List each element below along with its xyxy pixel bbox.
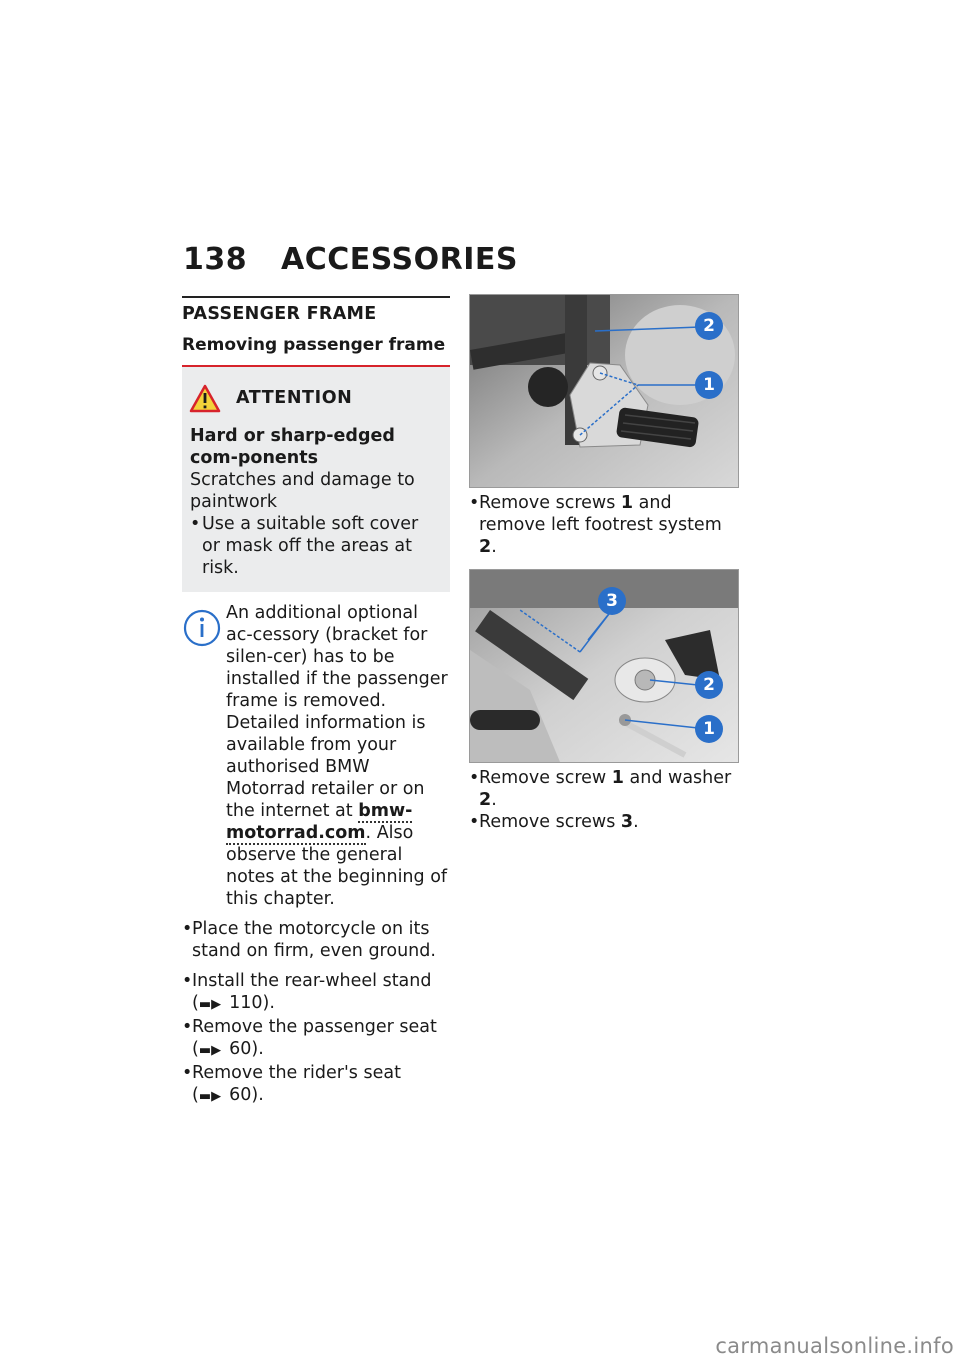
silencer-figure — [469, 569, 739, 763]
callout-2: 2 — [695, 671, 723, 699]
reference-arrow-icon: ▬▶ — [198, 1089, 222, 1104]
page-number: 138 — [183, 242, 248, 277]
info-text-a: An additional optional ac-cessory (bracket for silen-cer) has to be installed if the passenger frame is removed. Detailed information is available from your authorised BMW Motorrad retailer or on the internet at — [226, 603, 448, 821]
step-text: Install the rear-wheel stand — [192, 971, 432, 991]
section-title: PASSENGER FRAME — [182, 304, 377, 324]
callout-2: 2 — [695, 312, 723, 340]
attention-action: • Use a suitable soft cover or mask off the areas at risk. — [190, 513, 440, 579]
info-text — [182, 602, 450, 910]
caption-text: . — [633, 812, 639, 832]
info-text-b: . — [365, 823, 372, 843]
caption-ref: 1 — [620, 493, 634, 513]
section-rule — [182, 296, 450, 298]
warning-triangle-icon — [189, 383, 221, 413]
caption-text: and remove left footrest system — [479, 493, 722, 535]
attention-box — [182, 367, 450, 592]
bmw-motorrad-link[interactable]: bmw-motorrad.com — [226, 801, 413, 843]
attention-hazard: Hard or sharp-edged com-ponents — [190, 426, 395, 468]
reference-arrow-icon: ▬▶ — [198, 997, 222, 1012]
caption-ref: 1 — [611, 768, 624, 788]
step-text: Remove the rider's seat — [192, 1063, 401, 1083]
caption-text: and washer — [623, 768, 732, 788]
info-icon — [182, 608, 222, 648]
step-item: • Remove the passenger seat (▬▶ 60). — [182, 1016, 450, 1062]
callout-1: 1 — [695, 371, 723, 399]
attention-label: ATTENTION — [236, 388, 353, 408]
watermark: carmanualsonline.info — [715, 1334, 954, 1358]
caption-text: . — [491, 537, 497, 557]
callout-3: 3 — [598, 587, 626, 615]
step-item: • Install the rear-wheel stand (▬▶ 110). — [182, 970, 450, 1016]
attention-header — [189, 383, 440, 413]
caption-text: Remove screws — [479, 812, 621, 832]
step-text: Remove the passenger seat — [192, 1017, 437, 1037]
caption-text: Remove screws — [479, 493, 621, 513]
attention-consequence: Scratches and damage to paintwork — [190, 470, 415, 512]
page-reference[interactable]: 60). — [229, 1039, 264, 1059]
page-reference[interactable]: 110). — [229, 993, 275, 1013]
right-column — [469, 294, 739, 833]
footrest-figure — [469, 294, 739, 488]
left-column — [182, 296, 450, 1108]
caption-ref: 3 — [620, 812, 634, 832]
subsection-title: Removing passenger frame — [182, 335, 446, 355]
figure2-step-2 — [469, 811, 739, 833]
figure1-caption — [469, 492, 739, 558]
caption-ref: 2 — [479, 790, 492, 810]
caption-text: Remove screw — [479, 768, 612, 788]
figure2-step-1 — [469, 767, 739, 811]
info-text-c: Also observe the general notes at the beginning of this chapter. — [226, 823, 448, 909]
reference-arrow-icon: ▬▶ — [198, 1043, 222, 1058]
caption-ref: 2 — [479, 537, 492, 557]
step-text: Place the motorcycle on its stand on firm, even ground. — [192, 919, 436, 961]
chapter-title: ACCESSORIES — [281, 242, 518, 277]
caption-text: . — [491, 790, 497, 810]
step-item: • Remove the rider's seat (▬▶ 60). — [182, 1062, 450, 1108]
info-block — [182, 602, 450, 910]
page-reference[interactable]: 60). — [229, 1085, 264, 1105]
callout-1: 1 — [695, 715, 723, 743]
page-header — [183, 242, 518, 277]
step-item — [182, 918, 450, 962]
steps-list — [182, 918, 450, 1108]
